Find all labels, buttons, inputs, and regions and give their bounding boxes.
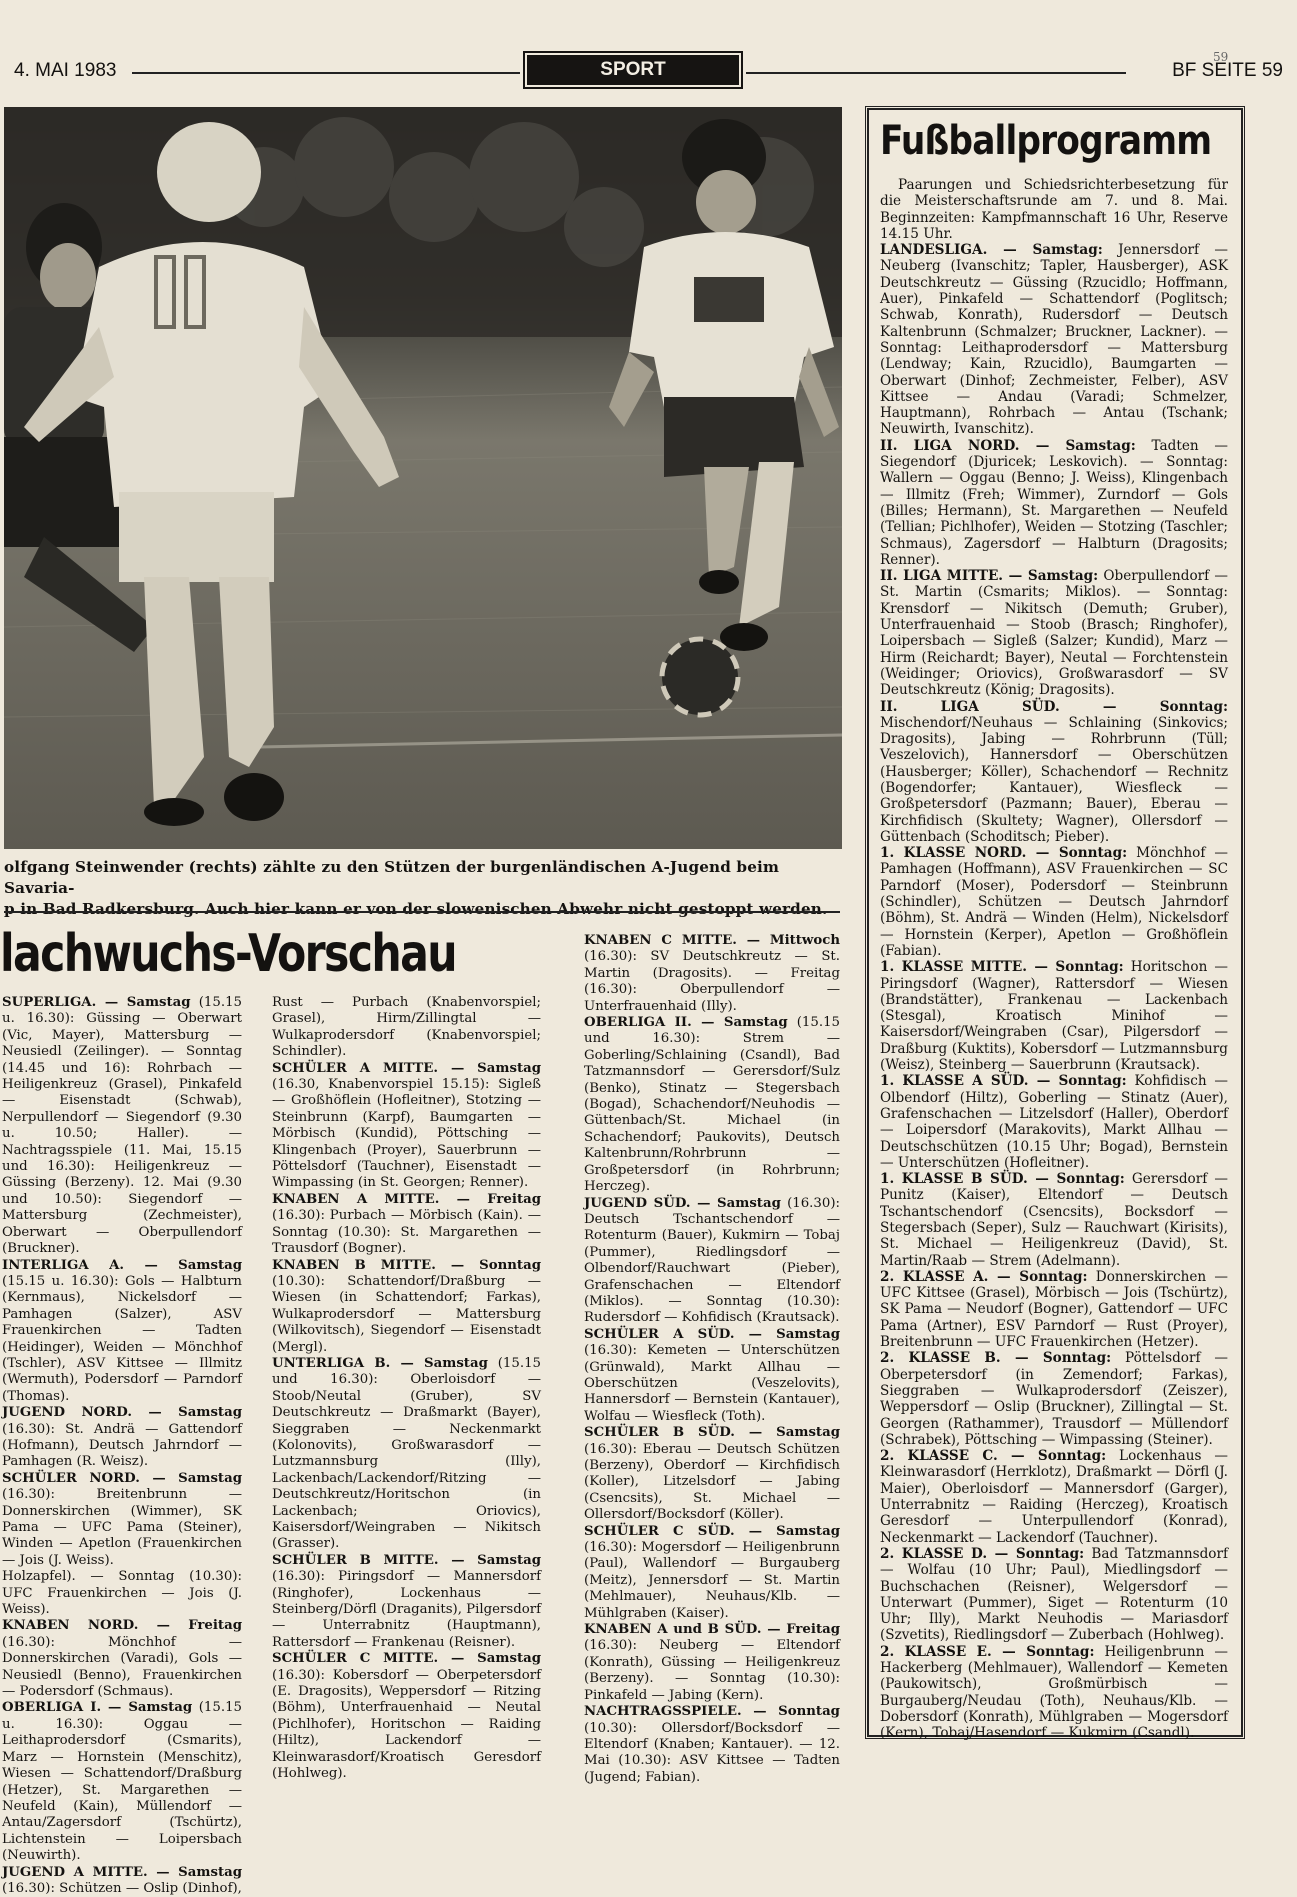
fixture-paragraph: SCHÜLER NORD. — Samstag (16.30): Breitenbrunn — Donnerskirchen (Wimmer), SK Pama — UFC Pama (Steiner), Winden — Apetlon (Frauenkirchen — Jois (J. Weiss). <box>2 1470 242 1568</box>
header-rule-left <box>132 72 520 74</box>
page-label: BF SEITE 59 <box>1172 60 1283 81</box>
caption-line-2: p in Bad Radkersburg. Auch hier kann er von der slowenischen Abwehr nicht gestoppt werden. <box>4 900 828 918</box>
fixture-paragraph: SCHÜLER C SÜD. — Samstag (16.30): Mogersdorf — Heiligenbrunn (Paul), Wallendorf — Burgauberg (Meitz), Jennersdorf — St. Martin (Mehlmauer), Neuhaus/Klb. — Mühlgraben (Kaiser). <box>584 1523 840 1621</box>
fixture-paragraph: Rust — Purbach (Knabenvorspiel; Grasel), Hirm/Zillingtal — Wulkaprodersdorf (Knabenvorspiel; Schindler). <box>272 995 541 1060</box>
league-paragraph: 2. KLASSE A. — Sonntag: Donnerskirchen — UFC Kittsee (Grasel), Mörbisch — Jois (Tschürtz), SK Pama — Neudorf (Bogner), Gattendorf — UFC Pama (Artner), ESV Parndorf — Rust (Proyer), Breitenbrunn — UFC Frauenkirchen (Hetzer). <box>880 1268 1228 1351</box>
fixture-paragraph: SCHÜLER A MITTE. — Samstag (16.30, Knabenvorspiel 15.15): Sigleß — Großhöflein (Hofleitner), Stotzing — Steinbrunn (Karpf), Baumgarten — Mörbisch (Kundid), Pöttsching — Klingenbach (Proyer), Sauerbrunn — Pöttelsdorf (Tauchner), Eisenstadt — Wimpassing (in St. Georgen; Renner). <box>272 1060 541 1191</box>
nachwuchs-column-2 <box>272 995 541 1783</box>
fixture-paragraph: SCHÜLER B SÜD. — Samstag (16.30): Eberau — Deutsch Schützen (Berzeny), Oberdorf — Kirchfidisch (Koller), Litzelsdorf — Jabing (Csencsits), St. Michael — Ollersdorf/Bocksdorf (Köller). <box>584 1425 840 1523</box>
nachwuchs-column-1 <box>2 995 242 1897</box>
fixture-paragraph: JUGEND SÜD. — Samstag (16.30): Deutsch Tschantschendorf — Rotenturm (Bauer), Kukmirn — Tobaj (Pummer), Riedlingsdorf — Olbendorf/Rauchwart (Pieber), Grafenschachen — Eltendorf (Miklos). — Sonntag (10.30): Rudersdorf — Kohfidisch (Krautsack). <box>584 1195 840 1326</box>
league-paragraph: 1. KLASSE NORD. — Sonntag: Mönchhof — Pamhagen (Hoffmann), ASV Frauenkirchen — SC Parndorf (Moser), Podersdorf — Steinbrunn (Schindler), Schützen — Deutsch Jahrndorf (Böhm), St. Andrä — Winden (Helm), Nickelsdorf — Hornstein (Kerper), Apetlon — Großhöflein (Fabian). <box>880 845 1228 959</box>
fixture-paragraph: OBERLIGA II. — Samstag (15.15 und 16.30): Strem — Goberling/Schlaining (Csandl), Bad Tatzmannsdorf — Gerersdorf/Sulz (Benko), Stinatz — Stegersbach (Bogad), Schachendorf/Neuhodis — Güttenbach/St. Michael (in Schachendorf; Paukovits), Deutsch Kaltenbrunn/Rohrbrunn — Großpetersdorf (in Rohrbrunn; Herczeg). <box>584 1015 840 1195</box>
section-rule <box>4 911 840 913</box>
league-paragraph: LANDESLIGA. — Samstag: Jennersdorf — Neuberg (Ivanschitz; Tapler, Hausberger), ASK Deutschkreutz — Güssing (Rzucidlo; Hoffmann, Auer), Pinkafeld — Schattendorf (Poglitsch; Schwab, Konrath), Rudersdorf — Deutsch Kaltenbrunn (Schmalzer; Bruckner, Lackner). — Sonntag: Leithaprodersdorf — Mattersburg (Lendway; Kain, Rzucidlo), Baumgarten — Oberwart (Dinhof; Zechmeister, Felber), ASV Kittsee — Andau (Varadi; Schmelzer, Hauptmann), Rohrbach — Antau (Tschank; Neuwirth, Ivanschitz). <box>880 242 1228 438</box>
caption-line-1: olfgang Steinwender (rechts) zählte zu den Stützen der burgenländischen A-Jugend beim Savaria- <box>4 858 780 897</box>
nachwuchs-column-3 <box>584 933 840 1786</box>
header-rule-right <box>746 72 1126 74</box>
issue-date: 4. MAI 1983 <box>14 60 117 81</box>
fixture-paragraph: KNABEN A MITTE. — Freitag (16.30): Purbach — Mörbisch (Kain). — Sonntag (10.30): St. Margarethen — Trausdorf (Bogner). <box>272 1191 541 1257</box>
fixture-paragraph: OBERLIGA I. — Samstag (15.15 u. 16.30): Oggau — Leithaprodersdorf (Csmarits), Marz — Hornstein (Menschitz), Wiesen — Schattendorf/Draßburg (Hetzer), St. Margarethen — Neufeld (Kain), Müllendorf — Antau/Zagersdorf (Tschürtz), Lichtenstein — Loipersbach (Neuwirth). <box>2 1700 242 1864</box>
fixture-paragraph: INTERLIGA A. — Samstag (15.15 u. 16.30): Gols — Halbturn (Kernmaus), Nickelsdorf — Pamhagen (Salzer), ASV Frauenkirchen — Tadten (Heidinger), Weiden — Mönchhof (Tschler), ASV Kittsee — Illmitz (Wermuth), Podersdorf — Parndorf (Thomas). <box>2 1257 242 1404</box>
fixture-paragraph: SUPERLIGA. — Samstag (15.15 u. 16.30): Güssing — Oberwart (Vic, Mayer), Mattersburg — Neusiedl (Zeilinger). — Sonntag (14.45 und 16): Rohrbach — Heiligenkreuz (Grasel), Pinkafeld — Eisenstadt (Schwab), Nerpullendorf — Siegendorf (9.30 u. 10.50; Haller). — Nachtragsspiele (11. Mai, 15.15 und 16.30): Heiligenkreuz — Güssing (Berzeny). 12. Mai (9.30 und 10.50): Siegendorf — Mattersburg (Zechmeister), Oberwart — Oberpullendorf (Bruckner). <box>2 995 243 1257</box>
league-paragraph: II. LIGA SÜD. — Sonntag: Mischendorf/Neuhaus — Schlaining (Sinkovics; Dragosits), Jabing — Rohrbrunn (Tüll; Veszelovich), Hannersdorf — Oberschützen (Hausberger; Köller), Schachendorf — Rechnitz (Bogendorfer; Kantauer), Wiesfleck — Großpetersdorf (Pazmann; Bauer), Eberau — Kirchfidisch (Skultety; Wagner), Ollersdorf — Güttenbach (Schoditsch; Pieber). <box>880 698 1228 845</box>
fixture-paragraph: SCHÜLER A SÜD. — Samstag (16.30): Kemeten — Unterschützen (Grünwald), Markt Allhau — Oberschützen (Veszelovits), Hannersdorf — Bernstein (Kantauer), Wolfau — Wiesfleck (Toth). <box>584 1326 840 1424</box>
league-paragraph: II. LIGA MITTE. — Samstag: Oberpullendorf — St. Martin (Csmarits; Miklos). — Sonntag: Krensdorf — Nikitsch (Demuth; Gruber), Unterfrauenhaid — Stoob (Brasch; Ringhofer), Loipersbach — Sigleß (Salzer; Kundid), Marz — Hirm (Reichardt; Bayer), Neutal — Forchtenstein (Weidinger; Oriovics), Großwarasdorf — SV Deutschkreutz (König; Dragosits). <box>880 568 1228 699</box>
match-photo <box>4 107 842 849</box>
section-label: SPORT <box>527 55 739 85</box>
league-paragraph: 2. KLASSE B. — Sonntag: Pöttelsdorf — Oberpetersdorf (in Zemendorf; Farkas), Sieggraben — Wulkaprodersdorf (Zeiszer), Weppersdorf — Oslip (Bruckner), Zillingtal — St. Georgen (Rathammer), Trausdorf — Müllendorf (Schrabek), Pöttsching — Wimpassing (Steiner). <box>880 1350 1228 1448</box>
fixture-paragraph: SCHÜLER B MITTE. — Samstag (16.30): Piringsdorf — Mannersdorf (Ringhofer), Lockenhaus — Steinberg/Dörfl (Draganits), Pilgersdorf — Unterrabnitz (Hauptmann), Rattersdorf — Frankenau (Reisner). <box>272 1552 541 1650</box>
intro-paragraph: Paarungen und Schiedsrichterbesetzung für die Meisterschaftsrunde am 7. und 8. Mai. Beginnzeiten: Kampfmannschaft 16 Uhr, Reserve 14.15 Uhr. <box>880 177 1228 242</box>
league-paragraph: 1. KLASSE MITTE. — Sonntag: Horitschon — Piringsdorf (Wagner), Rattersdorf — Wiesen (Brandstätter), Frankenau — Lackenbach (Stesgal), Kroatisch Minihof — Kaisersdorf/Weingraben (Csar), Pilgersdorf — Draßburg (Kuktits), Kobersdorf — Lutzmannsburg (Weisz), Steinberg — Sauerbrunn (Krautsack). <box>880 959 1228 1074</box>
nachwuchs-headline: lachwuchs-Vorschau <box>0 924 456 984</box>
fixture-paragraph: JUGEND NORD. — Samstag (16.30): St. Andrä — Gattendorf (Hofmann), Deutsch Jahrndorf — Pamhagen (R. Weisz). <box>2 1405 242 1470</box>
fussballprogramm-title: Fußballprogramm <box>880 118 1212 164</box>
fixture-paragraph: KNABEN B MITTE. — Sonntag (10.30): Schattendorf/Draßburg — Wiesen (in Schattendorf; Farkas), Wulkaprodersdorf — Mattersburg (Wilkovitsch), Siegendorf — Eisenstadt (Mergl). <box>272 1257 541 1355</box>
league-paragraph: 1. KLASSE B SÜD. — Sonntag: Gerersdorf — Punitz (Kaiser), Eltendorf — Deutsch Tschantschendorf (Csencsits), Bocksdorf — Stegersbach (Seper), Sulz — Rauchwart (Kirisits), St. Michael — Heiligenkreuz (David), St. Martin/Raab — Strem (Adelmann). <box>880 1171 1228 1269</box>
fixture-paragraph: SCHÜLER C MITTE. — Samstag (16.30): Kobersdorf — Oberpetersdorf (E. Dragosits), Weppersdorf — Ritzing (Böhm), Unterfrauenhaid — Neutal (Pichlhofer), Horitschon — Raiding (Hiltz), Lackendorf — Kleinwarasdorf/Kroatisch Geresdorf (Hohlweg). <box>272 1651 541 1782</box>
fixture-paragraph: UNTERLIGA B. — Samstag (15.15 und 16.30): Oberloisdorf — Stoob/Neutal (Gruber), SV Deutschkreutz — Draßmarkt (Bayer), Sieggraben — Neckenmarkt (Kolonovits), Großwarasdorf — Lutzmannsburg (Illy), Lackenbach/Lackendorf/Ritzing — Deutschkreutz/Horitschon (in Lackenbach; Oriovics), Kaisersdorf/Weingraben — Nikitsch (Grasser). <box>272 1355 541 1552</box>
fixture-paragraph: Holzapfel). — Sonntag (10.30): UFC Frauenkirchen — Jois (J. Weiss). <box>2 1569 242 1618</box>
league-paragraph: 2. KLASSE C. — Sonntag: Lockenhaus — Kleinwarasdorf (Herrklotz), Draßmarkt — Dörfl (J. Maier), Oberloisdorf — Mannersdorf (Garger), Unterrabnitz — Raiding (Herczeg), Kroatisch Geresdorf — Unterpullendorf (Konrad), Neckenmarkt — Lackendorf (Tauchner). <box>880 1448 1228 1546</box>
fussballprogramm-text <box>880 177 1228 1742</box>
league-paragraph: 2. KLASSE D. — Sonntag: Bad Tatzmannsdorf — Wolfau (10 Uhr; Paul), Miedlingsdorf — Buchschachen (Reisner), Welgersdorf — Unterwart (Pummer), Siget — Rotenturm (10 Uhr; Illy), Markt Neuhodis — Mariasdorf (Szvetits), Riedlingsdorf — Zuberbach (Hohlweg). <box>880 1545 1228 1644</box>
league-paragraph: II. LIGA NORD. — Samstag: Tadten — Siegendorf (Djuricek; Leskovich). — Sonntag: Wallern — Oggau (Benno; J. Weiss), Klingenbach — Illmitz (Freh; Wimmer), Zurndorf — Gols (Billes; Hermann), St. Margarethen — Neufeld (Tellian; Pichlhofer), Weiden — Stotzing (Taschler; Schmaus), Zagersdorf — Halbturn (Dragosits; Renner). <box>880 437 1228 568</box>
fixture-paragraph: KNABEN C MITTE. — Mittwoch (16.30): SV Deutschkreutz — St. Martin (Dragosits). — Freitag (16.30): Oberpullendorf — Unterfrauenhaid (Illy). <box>584 933 840 1014</box>
page-number-small: 59 <box>1213 50 1229 64</box>
fixture-paragraph: KNABEN A und B SÜD. — Freitag (16.30): Neuberg — Eltendorf (Konrath), Güssing — Heiligenkreuz (Berzeny). — Sonntag (10.30): Pinkafeld — Jabing (Kern). <box>584 1622 840 1703</box>
fixture-paragraph: NACHTRAGSSPIELE. — Sonntag (10.30): Ollersdorf/Bocksdorf — Eltendorf (Knaben; Kantauer). — 12. Mai (10.30): ASV Kittsee — Tadten (Jugend; Fabian). <box>584 1704 840 1785</box>
league-paragraph: 1. KLASSE A SÜD. — Sonntag: Kohfidisch — Olbendorf (Hiltz), Goberling — Stinatz (Auer), Grafenschachen — Litzelsdorf (Haller), Oberdorf — Loipersdorf (Marakovits), Markt Allhau — Deutschschützen (10.15 Uhr; Bogad), Bernstein — Unterschützen (Hofleitner). <box>880 1073 1228 1171</box>
fixture-paragraph: KNABEN NORD. — Freitag (16.30): Mönchhof — Donnerskirchen (Varadi), Gols — Neusiedl (Benno), Frauenkirchen — Podersdorf (Schmaus). <box>2 1618 242 1700</box>
league-paragraph: 2. KLASSE E. — Sonntag: Heiligenbrunn — Hackerberg (Mehlmauer), Wallendorf — Kemeten (Paukowitsch), Großmürbisch — Burgauberg/Neudau (Toth), Neuhaus/Klb. — Dobersdorf (Konrath), Mühlgraben — Mogersdorf (Kern), Tobaj/Hasendorf — Kukmirn (Csandl). <box>880 1643 1228 1742</box>
fixture-paragraph: JUGEND A MITTE. — Samstag (16.30): Schützen — Oslip (Dinhof), <box>2 1864 242 1896</box>
